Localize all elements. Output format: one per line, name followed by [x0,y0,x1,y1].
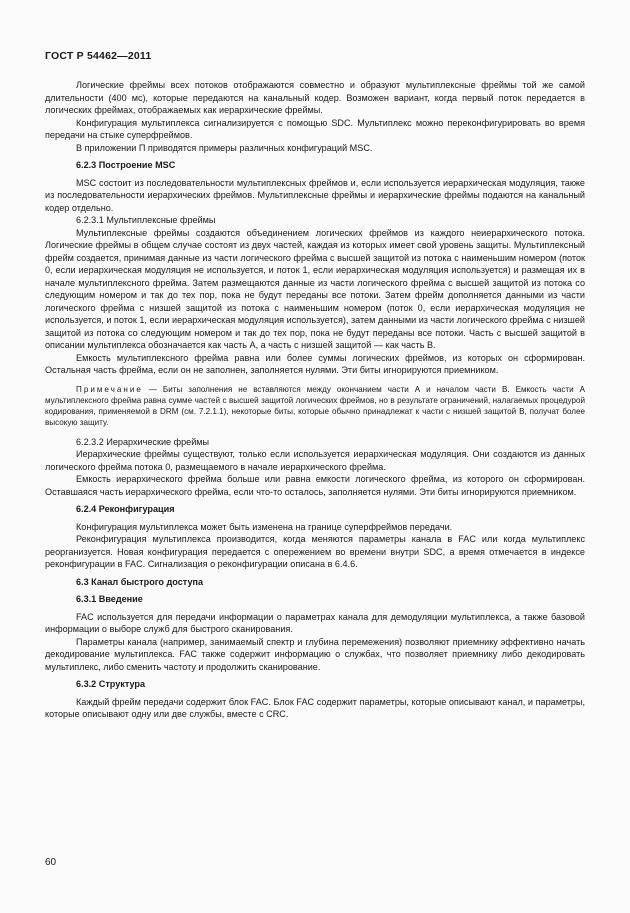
section-heading: 6.3.1 Введение [76,594,143,605]
paragraph: Конфигурация мультиплекса сигнализируется с помощью SDC. Мультиплекс можно переконфигурировать во время передачи на стыке суперфреймов. [45,117,585,140]
section-heading: 6.2.4 Реконфигурация [76,504,175,515]
page-body [45,79,585,721]
section-heading: 6.2.3 Построение MSC [76,160,176,170]
paragraph: Логические фреймы всех потоков отображаются совместно и образуют мультиплексные фреймы той же самой длительности (400 мс), которые передаются на канальный кодер. Возможен вариант, когда первый поток передается в логических фреймах, отображаемых как иерархические фреймы. [45,80,585,115]
section-heading: 6.3.2 Структура [76,679,146,690]
subsection-heading: 6.2.3.2 Иерархические фреймы [76,436,210,447]
paragraph: Конфигурация мультиплекса может быть изменена на границе суперфреймов передачи. [76,521,453,532]
page-number: 60 [45,857,57,868]
paragraph: MSC состоит из последовательности мультиплексных фреймов и, если используется иерархическая модуляция, также из последовательности иерархических фреймов. Мультиплексные фреймы и иерархические фреймы подаются на канальный кодер отдельно. [45,177,585,213]
paragraph: Каждый фрейм передачи содержит блок FAC. Блок FAC содержит параметры, которые описывают канал, и параметры, которые описывают одну или две службы, вместе с CRC. [45,696,585,720]
paragraph: В приложении П приводятся примеры различных конфигураций MSC. [76,142,373,153]
paragraph: Емкость мультиплексного фрейма равна или более суммы логических фреймов, из которых он сформирован. Остальная часть фрейма, если он не заполнен, заполняется нулями. Эти биты игнорируются приемником. [45,352,585,375]
page-header: ГОСТ Р 54462—2011 [45,50,152,62]
paragraph: Параметры канала (например, занимаемый спектр и глубина перемежения) позволяют приемнику эффективно начать декодирование мультиплекса. FAC также содержит информацию о службах, что позволяет приемнику либо декодировать мультиплекс, либо сменить частоту и продолжить сканирование. [45,636,585,672]
paragraph: Иерархические фреймы существуют, только если используется иерархическая модуляция. Они создаются из данных логического фрейма потока 0, размещаемого в начале иерархического фрейма. [45,449,585,472]
subsection-heading: 6.2.3.1 Мультиплексные фреймы [76,215,216,225]
note-text: — Биты заполнения не вставляются между окончанием части А и началом части В. Емкость части А мультиплексного фрейма равна сумме частей с высшей защитой логических фреймов, но в результате ограничений, налагаемых процедурой кодирования, применяемой в DRM (см. 7.2.1.1), некоторые биты, которые обычно принадлежат к части с низшей защитой В, получат более высокую защиту. [45,384,585,428]
paragraph: Реконфигурация мультиплекса производится, когда меняются параметры канала в FAC или когда мультиплекс реорганизуется. Новая конфигурация передается с опережением во времени внутри SDC, а время отмечается в индексе реконфигурации в FAC. Сигнализация о реконфигурации описана в 6.4.6. [45,534,585,570]
note [45,384,585,429]
paragraph: FAC используется для передачи информации о параметрах канала для демодуляции мультиплекса, а также базовой информации о выборе служб для быстрого сканирования. [45,611,585,635]
section-heading: 6.3 Канал быстрого доступа [76,576,204,587]
paragraph: Емкость иерархического фрейма больше или равна емкости логического фрейма, из которого он сформирован. Оставшаяся часть иерархического фрейма, если что-то осталось, заполняется нулями. Эти биты игнорируются приемником. [45,474,585,497]
paragraph: Мультиплексные фреймы создаются объединением логических фреймов из каждого неиерархического потока. Логические фреймы в общем случае состоят из двух частей, каждая из которых имеет свой уровень защиты. Мультиплексный фрейм создается, принимая данные из части логического фрейма с высшей защитой из потока с наименьшим номером (поток 0, если иерархическая модуляция не используется, и поток 1, если иерархическая модуляция используется) и размещая их в начале мультиплексного фрейма. Затем размещаются данные из части логического фрейма с высшей защитой из потока со следующим номером и так до тех пор, пока не будут переданы все потоки. Затем фрейм дополняется данными из части логического фрейма с низшей защитой из потока с наименьшим номером (поток 0, если иерархическая модуляция не используется, и поток 1, если иерархическая модуляция используется), затем данными из части логического фрейма с низшей защитой из потока со следующим номером и так до тех пор, пока не будут переданы все потоки. Часть с высшей защитой в описании мультиплекса обозначается как часть А, а часть с низшей защитой — как часть В. [45,227,585,350]
note-label: Примечание [76,384,143,394]
